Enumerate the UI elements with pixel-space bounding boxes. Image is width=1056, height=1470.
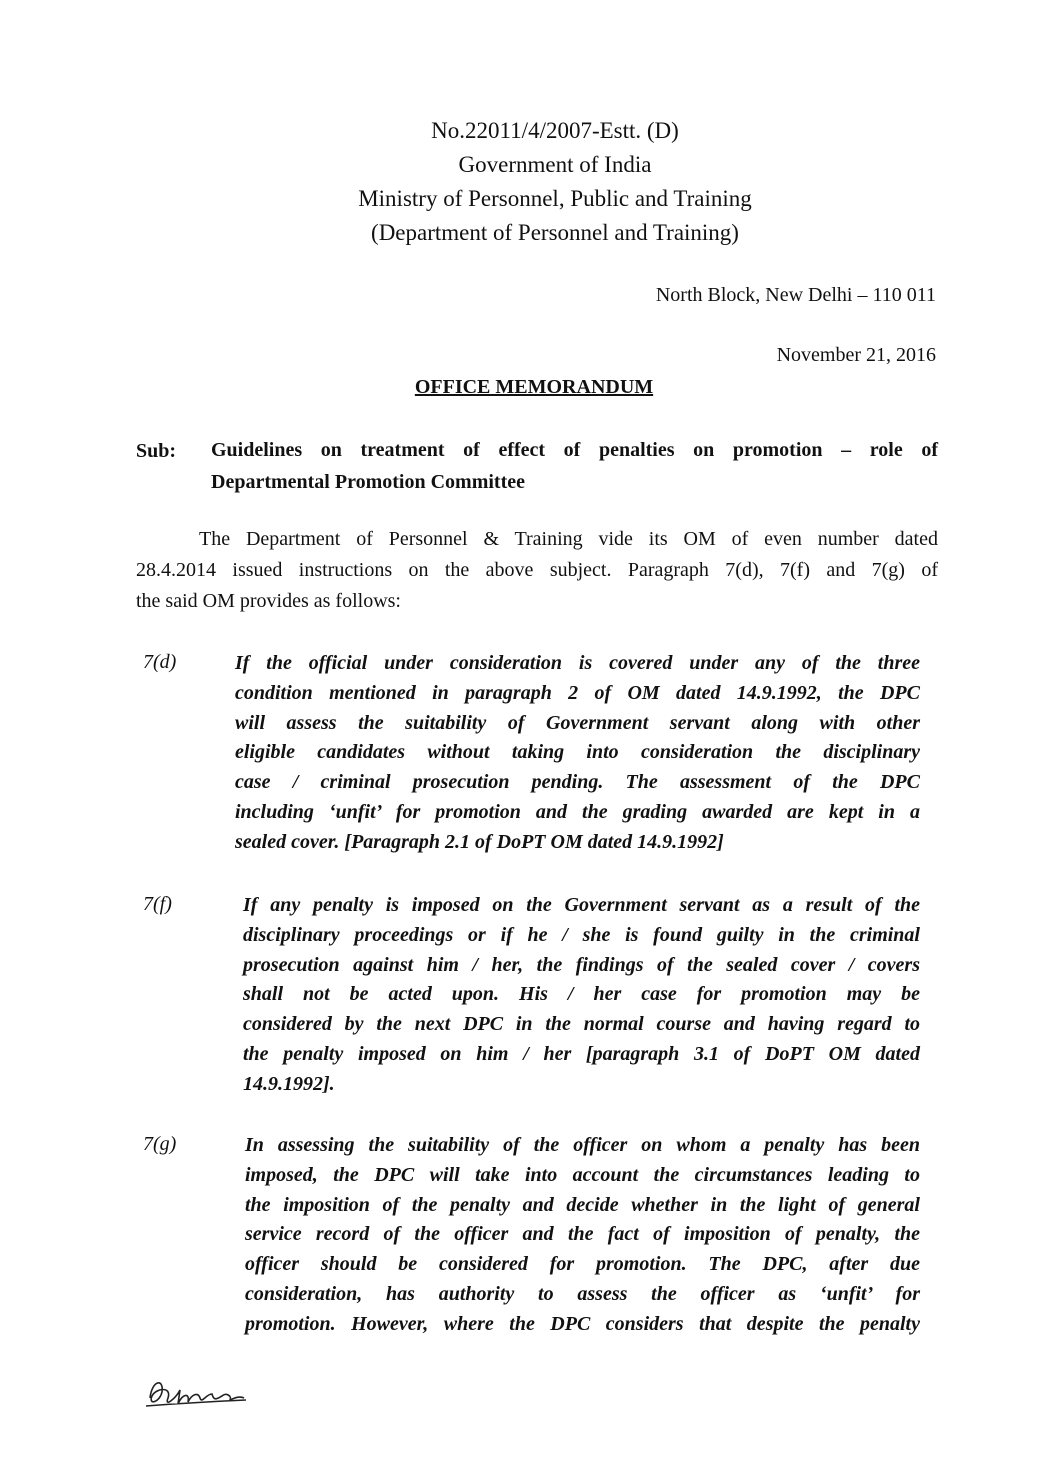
department-name: (Department of Personnel and Training) [371, 220, 739, 245]
address: North Block, New Delhi – 110 011 [655, 284, 936, 306]
subject-line: Guidelines on treatment of effect of penalties on promotion – role of [211, 439, 938, 461]
paragraph-line: the imposition of the penalty and decide whether in the light of general [245, 1193, 920, 1216]
paragraph-line: considered by the next DPC in the normal course and having regard to [243, 1013, 920, 1036]
paragraph-line: condition mentioned in paragraph 2 of OM dated 14.9.1992, the DPC [235, 681, 920, 704]
file-number: No.22011/4/2007-Estt. (D) [431, 118, 679, 143]
intro-line: The Department of Personnel & Training vide its OM of even number dated [199, 528, 938, 550]
paragraph-line: If the official under consideration is covered under any of the three [235, 652, 920, 674]
paragraph-line: prosecution against him / her, the findings of the sealed cover / covers [243, 953, 920, 976]
intro-line: 28.4.2014 issued instructions on the above subject. Paragraph 7(d), 7(f) and 7(g) of [136, 559, 938, 581]
paragraph-line: the penalty imposed on him / her [paragraph 3.1 of DoPT OM dated [243, 1042, 920, 1065]
item-label: 7(d) [143, 651, 177, 673]
government-name: Government of India [458, 152, 652, 177]
paragraph-line: sealed cover. [Paragraph 2.1 of DoPT OM dated 14.9.1992] [235, 830, 724, 853]
paragraph-line: consideration, has authority to assess the officer as ‘unfit’ for [245, 1282, 920, 1305]
paragraph-line: If any penalty is imposed on the Government servant as a result of the [243, 894, 920, 916]
paragraph-line: including ‘unfit’ for promotion and the grading awarded are kept in a [235, 800, 920, 823]
paragraph-line: imposed, the DPC will take into account the circumstances leading to [245, 1163, 920, 1186]
paragraph-line: eligible candidates without taking into consideration the disciplinary [235, 741, 920, 764]
document-header [0, 114, 1056, 250]
quoted-paragraph [243, 891, 920, 1100]
paragraph-line: promotion. However, where the DPC considers that despite the penalty [245, 1312, 920, 1335]
paragraph-line: shall not be acted upon. His / her case for promotion may be [243, 983, 920, 1006]
ministry-name: Ministry of Personnel, Public and Training [358, 186, 752, 211]
memo-title: OFFICE MEMORANDUM [414, 376, 654, 398]
intro-paragraph [136, 524, 938, 617]
paragraph-line: will assess the suitability of Government servant along with other [235, 711, 920, 734]
paragraph-line: In assessing the suitability of the officer on whom a penalty has been [245, 1134, 920, 1156]
paragraph-line: disciplinary proceedings or if he / she is found guilty in the criminal [243, 923, 920, 946]
paragraph-line: 14.9.1992]. [243, 1072, 335, 1095]
quoted-paragraph [245, 1131, 920, 1340]
date: November 21, 2016 [776, 344, 936, 366]
paragraph-line: officer should be considered for promotion. The DPC, after due [245, 1253, 920, 1276]
item-label: 7(f) [143, 893, 172, 915]
item-label: 7(g) [143, 1133, 177, 1155]
paragraph-line: case / criminal prosecution pending. The assessment of the DPC [235, 771, 920, 794]
intro-line: the said OM provides as follows: [136, 590, 401, 612]
paragraph-line: service record of the officer and the fact of imposition of penalty, the [245, 1223, 920, 1246]
subject-label: Sub: [136, 440, 177, 462]
quoted-paragraph [235, 649, 920, 858]
subject-text [211, 434, 938, 498]
subject-line: Departmental Promotion Committee [211, 471, 525, 493]
signature [142, 1368, 342, 1418]
